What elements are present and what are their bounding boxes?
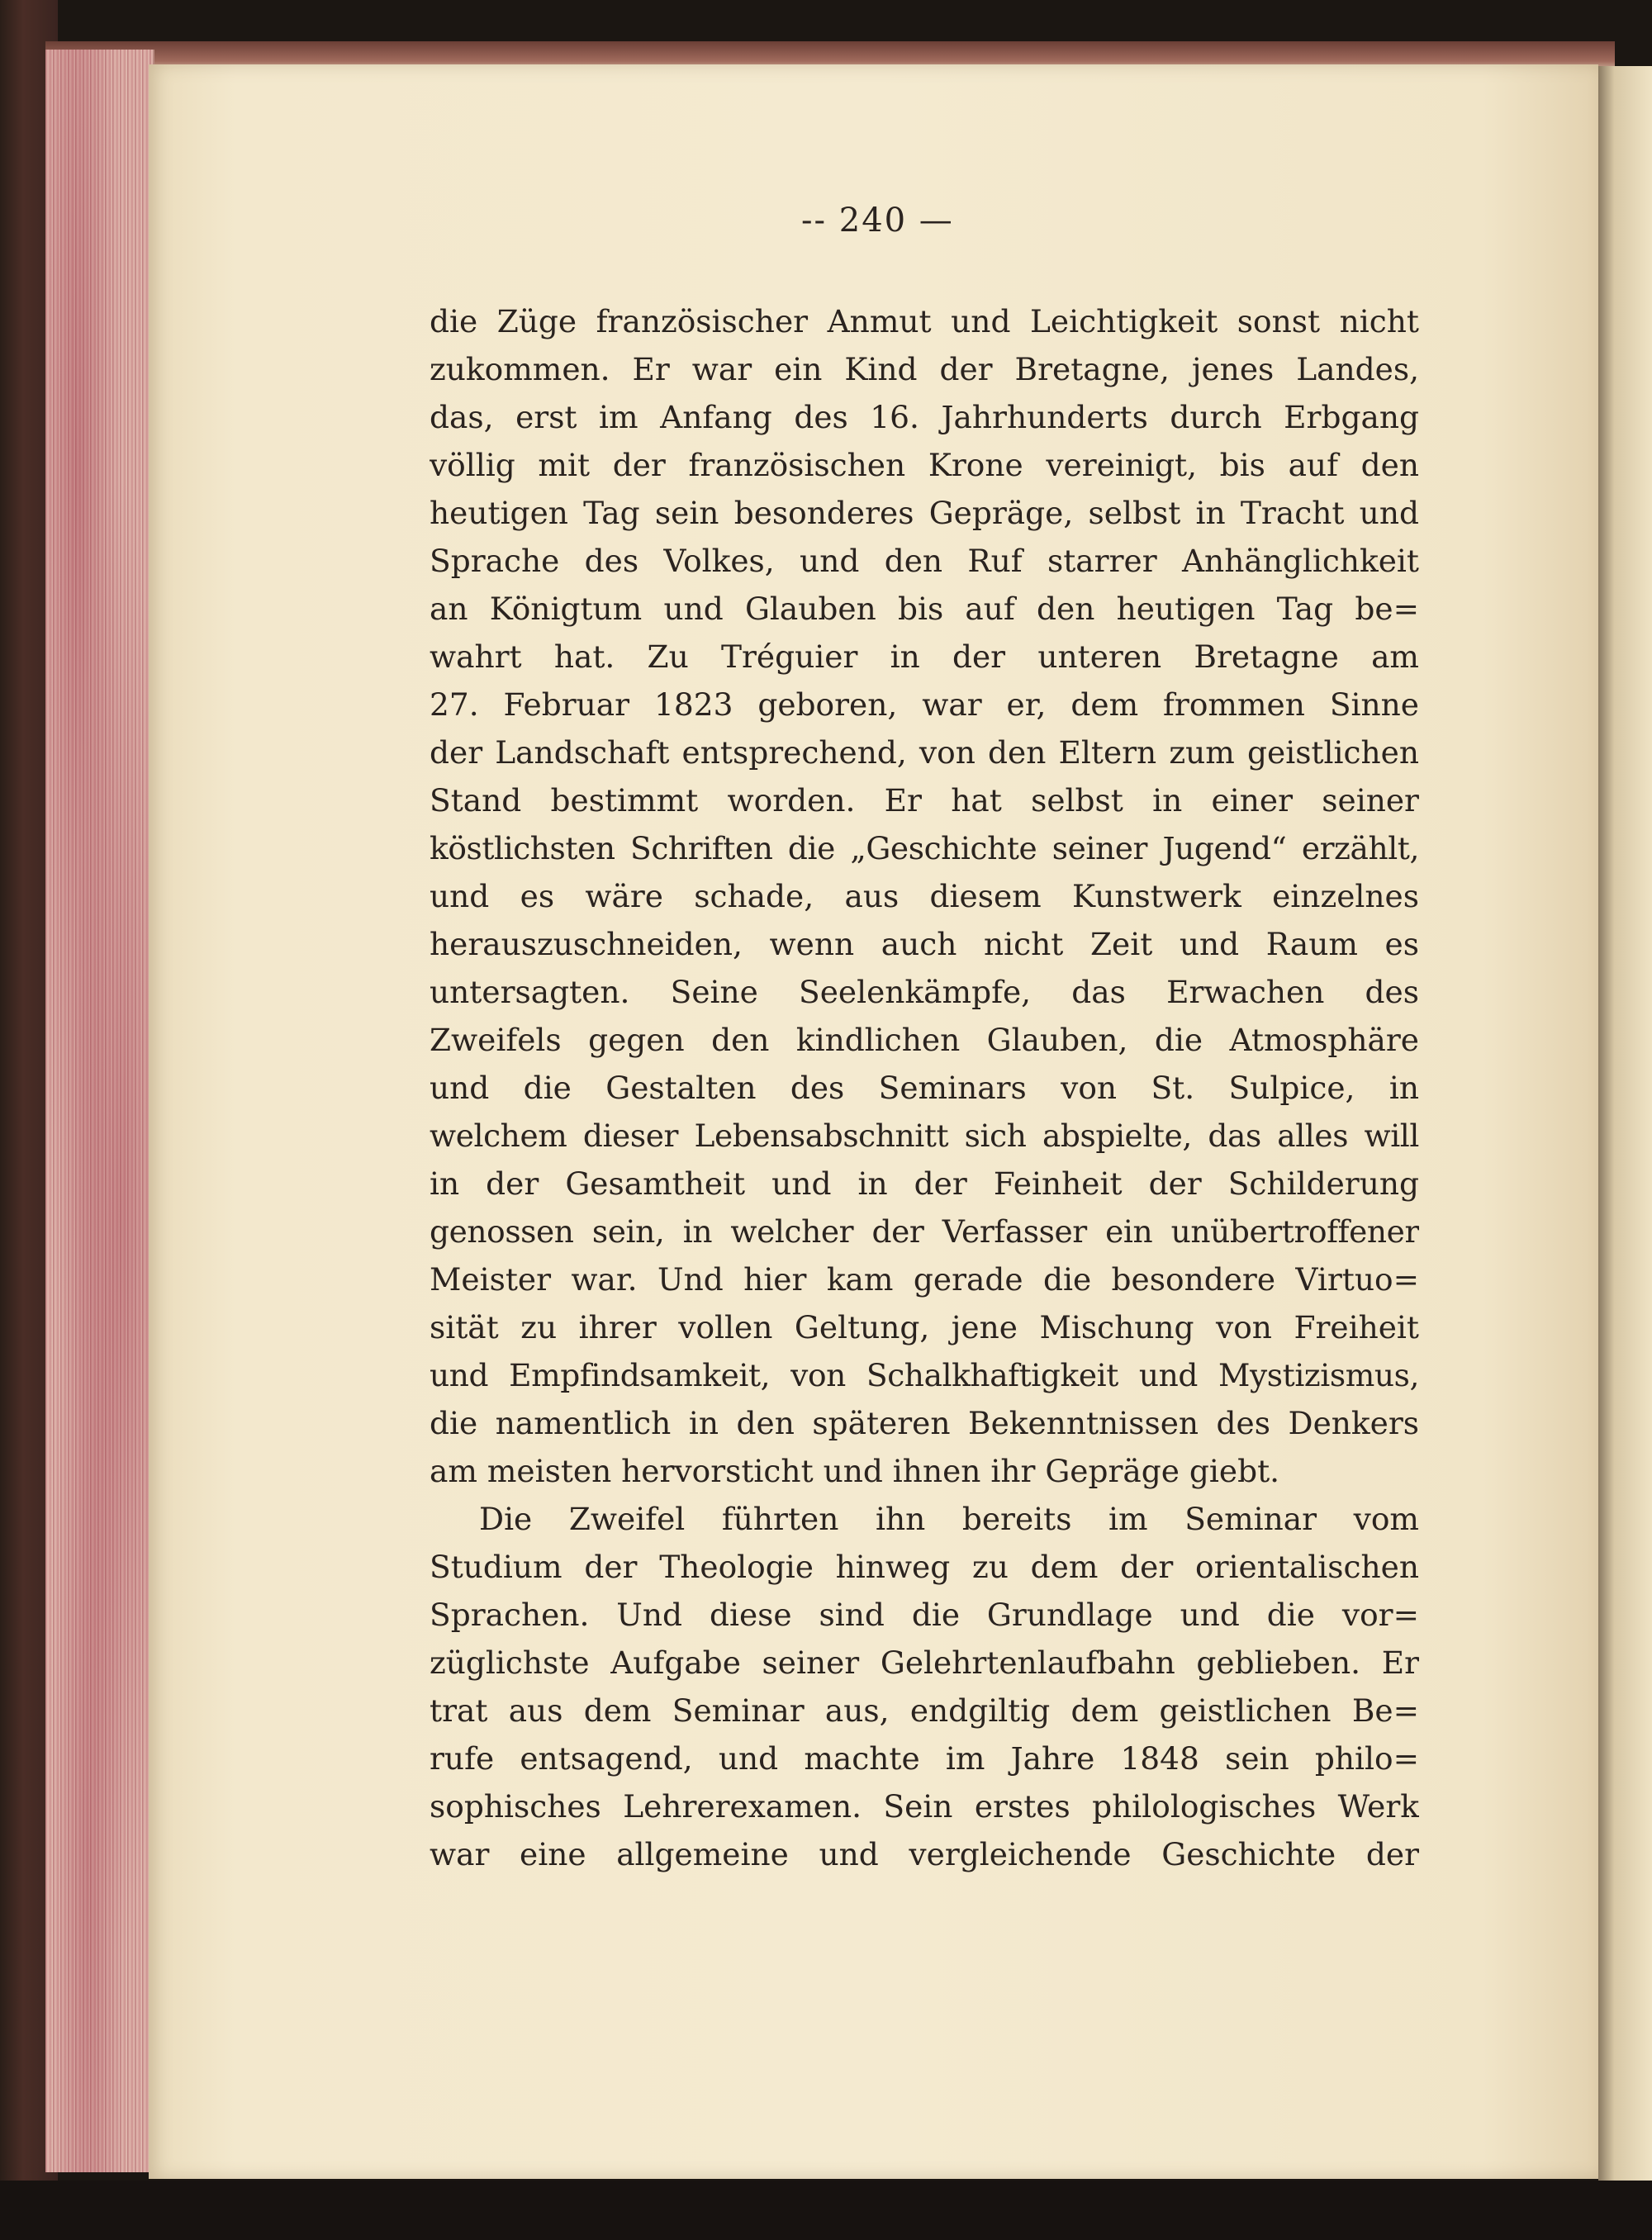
text-line: köstlichsten Schriften die „Geschichte seiner Jugend“ erzählt, xyxy=(430,830,1419,866)
text-line: Sprache des Volkes, und den Ruf starrer Anhänglichkeit xyxy=(430,543,1419,579)
text-line: Sprachen. Und diese sind die Grundlage und die vor= xyxy=(430,1597,1419,1633)
text-line: Stand bestimmt worden. Er hat selbst in einer seiner xyxy=(430,782,1419,819)
text-line: zukommen. Er war ein Kind der Bretagne, jenes Landes, xyxy=(430,351,1419,387)
text-line: wahrt hat. Zu Tréguier in der unteren Bretagne am xyxy=(430,638,1419,675)
text-line: herauszuschneiden, wenn auch nicht Zeit und Raum es xyxy=(430,926,1419,962)
scan-background xyxy=(0,2181,1652,2240)
facing-page-edge xyxy=(1598,66,1652,2181)
page-number: -- 240 — xyxy=(801,202,954,240)
text-line: trat aus dem Seminar aus, endgiltig dem geistlichen Be= xyxy=(430,1692,1419,1729)
text-line: am meisten hervorsticht und ihnen ihr Gepräge giebt. xyxy=(430,1453,1280,1489)
text-line: 27. Februar 1823 geboren, war er, dem frommen Sinne xyxy=(430,686,1419,723)
text-line: genossen sein, in welcher der Verfasser ein unübertroffener xyxy=(430,1213,1419,1250)
text-line: sität zu ihrer vollen Geltung, jene Mischung von Freiheit xyxy=(430,1309,1419,1345)
text-line: die namentlich in den späteren Bekenntnissen des Denkers xyxy=(430,1405,1419,1441)
text-line: war eine allgemeine und vergleichende Geschichte der xyxy=(430,1836,1419,1872)
text-line: welchem dieser Lebensabschnitt sich abspielte, das alles will xyxy=(430,1118,1419,1154)
body-text xyxy=(430,297,1419,1878)
text-line: Zweifels gegen den kindlichen Glauben, die Atmosphäre xyxy=(430,1022,1419,1058)
text-line: heutigen Tag sein besonderes Gepräge, selbst in Tracht und xyxy=(430,495,1419,531)
text-line: untersagten. Seine Seelenkämpfe, das Erwachen des xyxy=(430,974,1419,1010)
text-line: und Empfindsamkeit, von Schalkhaftigkeit und Mystizismus, xyxy=(430,1357,1419,1393)
text-line: und es wäre schade, aus diesem Kunstwerk einzelnes xyxy=(430,878,1419,914)
text-line: Meister war. Und hier kam gerade die besondere Virtuo= xyxy=(430,1261,1419,1298)
text-line: an Königtum und Glauben bis auf den heutigen Tag be= xyxy=(430,591,1419,627)
text-line: sophisches Lehrerexamen. Sein erstes philologisches Werk xyxy=(430,1788,1419,1825)
marbled-page-edges xyxy=(45,50,154,2172)
text-line: und die Gestalten des Seminars von St. Sulpice, in xyxy=(430,1070,1419,1106)
text-line: die Züge französischer Anmut und Leichtigkeit sonst nicht xyxy=(430,303,1419,339)
text-line: in der Gesamtheit und in der Feinheit der Schilderung xyxy=(430,1165,1419,1202)
text-line: rufe entsagend, und machte im Jahre 1848 sein philo= xyxy=(430,1740,1419,1777)
text-line: Studium der Theologie hinweg zu dem der orientalischen xyxy=(430,1549,1419,1585)
text-line: völlig mit der französischen Krone vereinigt, bis auf den xyxy=(430,447,1419,483)
text-line: das, erst im Anfang des 16. Jahrhunderts durch Erbgang xyxy=(430,399,1419,435)
text-line: Die Zweifel führten ihn bereits im Seminar vom xyxy=(479,1501,1419,1537)
text-line: züglichste Aufgabe seiner Gelehrtenlaufbahn geblieben. Er xyxy=(430,1644,1419,1681)
text-line: der Landschaft entsprechend, von den Eltern zum geistlichen xyxy=(430,734,1419,771)
